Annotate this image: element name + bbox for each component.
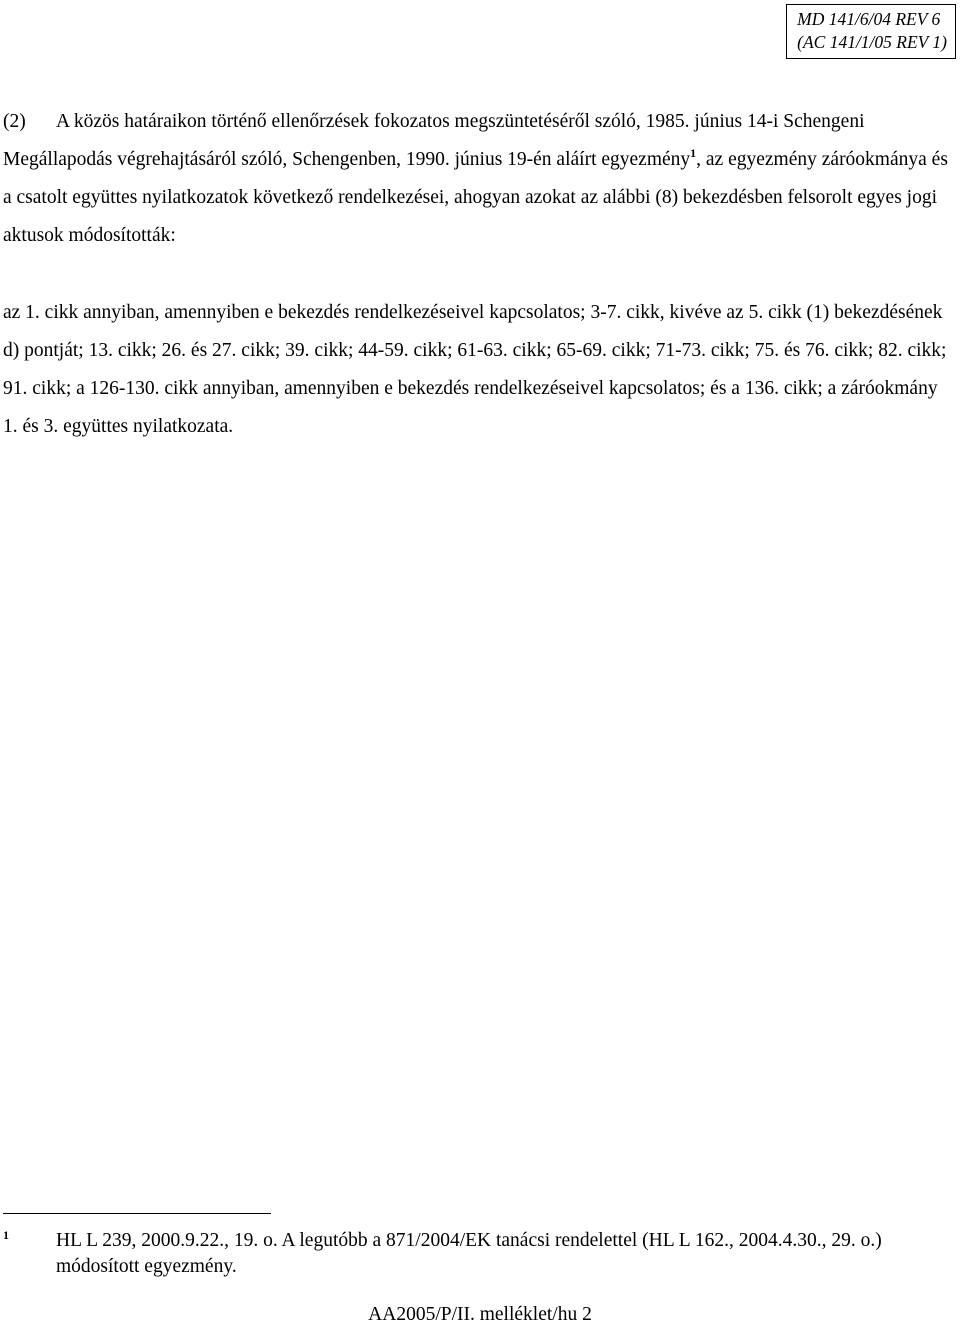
footnote-separator: [3, 1213, 271, 1214]
paragraph-2: [3, 103, 955, 255]
document-reference-line-1: MD 141/6/04 REV 6: [797, 9, 941, 29]
footnote-text: HL L 239, 2000.9.22., 19. o. A legutóbb a 871/2004/EK tanácsi rendelettel (HL L 162., 2004.4.30., 29. o.) módosított egyezmény.: [56, 1230, 882, 1277]
footnote-mark: 1: [3, 1228, 9, 1242]
footnote-reference: 1: [690, 146, 697, 160]
page-footer: AA2005/P/II. melléklet/hu 2: [368, 1304, 592, 1325]
article-list-paragraph: az 1. cikk annyiban, amennyiben e bekezdés rendelkezéseivel kapcsolatos; 3-7. cikk, kivéve az 5. cikk (1) bekezdésének d) pontját; 13. cikk; 26. és 27. cikk; 39. cikk; 44-59. cikk; 61-63. cikk; 65-69. cikk; 71-73. cikk; 75. és 76. cikk; 82. cikk; 91. cikk; a 126-130. cikk annyiban, amennyiben e bekezdés rendelkezéseivel kapcsolatos; és a 136. cikk; a záróokmány 1. és 3. együttes nyilatkozata.: [3, 302, 947, 437]
document-reference-box: [786, 4, 956, 59]
paragraph-text-end: , az egyezmény záróokmánya és a csatolt együttes nyilatkozatok következő rendelkezései, ahogyan azokat az alábbi (8) bekezdésben felsorolt egyes jogi aktusok módosították:: [3, 149, 948, 246]
footnote: [3, 1228, 955, 1280]
paragraph-text-start: A közös határaikon történő ellenőrzések fokozatos megszüntetéséről szóló, 1985. június 14-i Schengeni Megállapodás végrehajtásáról szóló, Schengenben, 1990. június 19-én aláírt egyezmény: [3, 111, 865, 170]
document-reference-line-2: (AC 141/1/05 REV 1): [797, 32, 947, 52]
paragraph-number: (2): [3, 111, 26, 132]
